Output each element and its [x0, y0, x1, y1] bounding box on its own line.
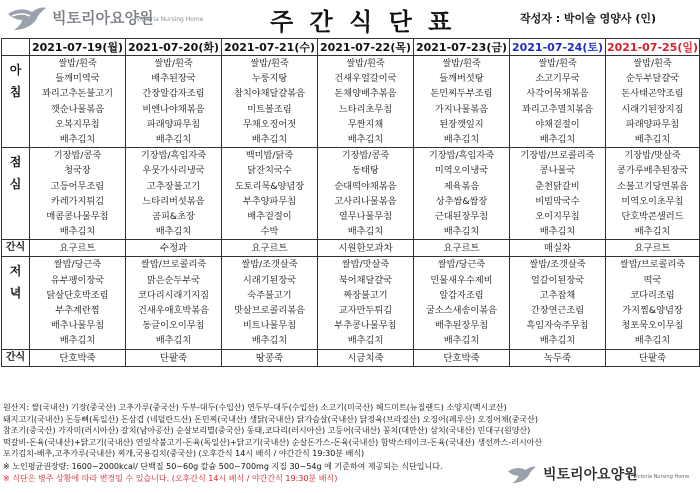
menu-item: 맑은순두부국: [146, 274, 201, 286]
menu-item: 야채겉절이: [535, 118, 580, 130]
dinner-cell-fri: [414, 257, 510, 349]
dinner-cell-mon: [30, 257, 126, 349]
menu-item: 기장밥/흑임자죽: [428, 150, 495, 162]
origin-info: [3, 402, 699, 460]
origin-line: 포기김치-배추,고추가루(국내산) 찌개,국용김치(중국산) (오후간식 14시 배식 / 야간간식 19:30분 배식): [3, 449, 365, 458]
snack-cell-fri: 단호박죽: [414, 349, 510, 366]
date-tue: 2021-07-20(화): [126, 39, 222, 56]
menu-item: 배추김치: [251, 335, 288, 347]
menu-item: 우뭇가사리냉국: [142, 165, 205, 177]
menu-item: 느타리초무침: [338, 103, 393, 115]
menu-item: 꽈리고추돈불고기: [41, 88, 113, 100]
bird-logo-icon: [6, 4, 48, 34]
menu-item: 배추김치: [155, 335, 192, 347]
menu-item: 소불고기당면볶음: [616, 180, 688, 192]
menu-item: 근대된장무침: [434, 211, 489, 223]
menu-item: 파래양파무침: [625, 118, 680, 130]
lunch-label: [2, 148, 30, 240]
menu-item: 수박: [260, 226, 279, 238]
author-line: 작성자 : 박이슬 영양사 (인): [520, 12, 657, 25]
notes: [3, 461, 443, 485]
breakfast-label: [2, 56, 30, 148]
menu-item: 열무나물무침: [338, 211, 393, 223]
breakfast-cell-wed: [222, 56, 318, 148]
night-snack-label: 간식: [2, 349, 30, 366]
weekly-menu-table: [1, 38, 700, 367]
lunch-cell-sun: [606, 148, 700, 240]
date-sat: 2021-07-24(토): [510, 39, 606, 56]
origin-line: 참조기(중국산) 가자미(러시아산) 갈치(남아공산) 순살보리멸(중국산) 동태,코다리(러시아산) 고등어(국내산) 꽁치(대만산) 삼치(국내산) 민대구(원양산): [3, 426, 531, 435]
menu-item: 기장밥/콩죽: [53, 150, 102, 162]
lunch-cell-mon: [30, 148, 126, 240]
menu-item: 누룽지탕: [251, 73, 288, 85]
menu-item: 참치야채달걀볶음: [233, 88, 305, 100]
menu-item: 미역오이초무침: [621, 195, 684, 207]
menu-item: 배추김치: [443, 226, 480, 238]
menu-item: 맛살브로콜리볶음: [233, 305, 305, 317]
menu-item: 간장알감자조림: [142, 88, 205, 100]
menu-item: 제육볶음: [443, 180, 480, 192]
dinner-label-text: 저 녁: [9, 264, 22, 301]
snack-cell-wed: 요구르트: [222, 240, 318, 257]
menu-item: 배추김치: [443, 134, 480, 146]
menu-item: 무짠지채: [347, 118, 384, 130]
dinner-cell-tue: [126, 257, 222, 349]
snack-cell-thu: 시원한모과차: [318, 240, 414, 257]
menu-item: 백미밥/닭죽: [245, 150, 294, 162]
menu-item: 기장밥/맛살죽: [624, 150, 681, 162]
menu-item: 도토리묵&양념장: [234, 180, 305, 192]
menu-item: 쌀밥/브로콜리죽: [619, 259, 686, 271]
menu-item: 오복지무침: [55, 118, 100, 130]
menu-item: 시래기된장지짐: [621, 103, 684, 115]
menu-item: 유부팽이장국: [50, 274, 105, 286]
snack-cell-thu: 시금치죽: [318, 349, 414, 366]
breakfast-cell-thu: [318, 56, 414, 148]
menu-item: 들깨버섯탕: [439, 73, 484, 85]
menu-item: 배추김치: [634, 335, 671, 347]
menu-item: 꽈리고추멸치볶음: [521, 103, 593, 115]
snack-cell-mon: 단호박죽: [30, 349, 126, 366]
page-header: [0, 0, 700, 38]
menu-item: 쌀밥/맛살죽: [341, 259, 390, 271]
menu-item: 쌀밥/흰죽: [633, 58, 672, 69]
menu-item: 기장밥/흑임자죽: [140, 150, 207, 162]
snack-cell-wed: 땅콩죽: [222, 349, 318, 366]
menu-item: 코다리시래기지짐: [137, 289, 209, 301]
origin-line: 돼지고기(국내산) 돈등뼈(독일산) 돈삼겹 (네덜란드산) 돈민찌(국내산) 생닭(국내산) 닭가슴살(국내산) 닭정육(브라질산) 오징어(페루산) 오징어채(중국산): [3, 414, 539, 424]
snack-cell-sun: 요구르트: [606, 240, 700, 257]
menu-item: 순두부달걀국: [625, 73, 680, 85]
menu-item: 숙주불고기: [247, 289, 292, 301]
menu-item: 배추김치: [443, 335, 480, 347]
menu-item: 흑임자숙주무침: [526, 320, 589, 332]
menu-item: 고등어무조림: [50, 180, 105, 192]
footer-logo: [505, 462, 695, 488]
menu-item: 된장깻잎지: [439, 118, 484, 130]
lunch-cell-thu: [318, 148, 414, 240]
menu-item: 배추김치: [347, 226, 384, 238]
breakfast-row: [2, 56, 700, 148]
menu-item: 코다리조림: [630, 289, 675, 301]
menu-item: 비트나물무침: [242, 320, 297, 332]
menu-item: 쌀밥/흰죽: [442, 58, 481, 69]
menu-item: 무채오징어젓: [242, 118, 297, 130]
menu-item: 들깨미역국: [55, 73, 100, 85]
menu-item: 배추나물무침: [50, 320, 105, 332]
snack-cell-mon: 요구르트: [30, 240, 126, 257]
snack-cell-sat: 녹두죽: [510, 349, 606, 366]
date-thu: 2021-07-22(목): [318, 39, 414, 56]
menu-item: 가지찜&양념장: [622, 305, 683, 317]
menu-item: 고추잡채: [539, 289, 576, 301]
snack-row-night: [2, 349, 700, 366]
menu-item: 곰피&초장: [152, 211, 195, 223]
menu-item: 배추된장무침: [434, 320, 489, 332]
menu-item: 느타리버섯볶음: [142, 195, 205, 207]
menu-item: 배추김치: [59, 134, 96, 146]
lunch-cell-tue: [126, 148, 222, 240]
snack-cell-sat: 매실차: [510, 240, 606, 257]
logo-subtitle: Victoria Nursing Home: [136, 16, 204, 23]
snack-cell-fri: 요구르트: [414, 240, 510, 257]
menu-item: 알감자조림: [439, 289, 484, 301]
menu-item: 청포묵오이무침: [621, 320, 684, 332]
origin-line: 떡갈비-돈육(국내산)+닭고기(국내산) 연잎삭불고기-돈육(독일산)+닭고기(국내산) 순살돈가스-돈육(국내산) 함박스테이크-돈육(국내산) 생선까스-러시아산: [3, 437, 543, 447]
lunch-row: [2, 148, 700, 240]
menu-item: 짜장불고기: [343, 289, 388, 301]
menu-item: 북어채달걀국: [338, 274, 393, 286]
menu-item: 고추장불고기: [146, 180, 201, 192]
date-row: [2, 39, 700, 56]
bird-logo-icon: [505, 464, 539, 486]
menu-item: 단호박콘샐러드: [621, 211, 684, 223]
menu-item: 교자만두튀김: [338, 305, 393, 317]
menu-item: 쌀밥/조갯살죽: [529, 259, 586, 271]
menu-item: 오이지무침: [535, 211, 580, 223]
menu-item: 배추겉절이: [247, 211, 292, 223]
menu-item: 돈채양배추볶음: [334, 88, 397, 100]
menu-item: 배추된장국: [151, 73, 196, 85]
menu-item: 쌀밥/당근죽: [53, 259, 102, 271]
menu-item: 콩가루배추된장국: [616, 165, 688, 177]
menu-item: 미역오이냉국: [434, 165, 489, 177]
corner-cell: [2, 39, 30, 56]
menu-item: 쌀밥/흰죽: [58, 58, 97, 69]
menu-item: 청국장: [64, 165, 91, 177]
page-title: 주 간 식 단 표: [270, 8, 456, 36]
lunch-label-text: 점 심: [9, 155, 22, 192]
snack-row-afternoon: [2, 240, 700, 257]
menu-item: 얼갈이된장국: [530, 274, 585, 286]
menu-item: 떡국: [643, 274, 662, 286]
footer-logo-text: 빅토리아요양원: [543, 467, 638, 483]
menu-item: 쌀밥/흰죽: [538, 58, 577, 69]
menu-item: 동글이오이무침: [142, 320, 205, 332]
menu-item: 사각어묵채볶음: [526, 88, 589, 100]
snack-cell-tue: 단팥죽: [126, 349, 222, 366]
menu-item: 춘천닭갈비: [535, 180, 580, 192]
menu-item: 닭잔치국수: [247, 165, 292, 177]
menu-item: 배추김치: [634, 226, 671, 238]
menu-item: 배추김치: [155, 134, 192, 146]
menu-item: 쌀밥/조갯살죽: [241, 259, 298, 271]
menu-item: 부추양파무침: [242, 195, 297, 207]
menu-item: 순대떡야채볶음: [334, 180, 397, 192]
origin-line: 원산지: 쌀(국내산) 기장(중국산) 고추가루(중국산) 두부-대두(수입산) 연두부-대두(수입산) 소고기(미국산) 헤드미트(뉴질랜드) 소양지(멕시코산): [3, 403, 507, 412]
dinner-cell-thu: [318, 257, 414, 349]
menu-item: 카레가지튀김: [50, 195, 105, 207]
breakfast-cell-tue: [126, 56, 222, 148]
snack-label: 간식: [2, 240, 30, 257]
menu-item: 돈사태곤약조림: [621, 88, 684, 100]
dinner-label: [2, 257, 30, 349]
change-notice: ※ 식단은 병주 상황에 따라 변경될 수 있습니다. (오후간식 14시 배식 / 야간간식 19:30분 배식): [3, 474, 338, 483]
menu-item: 콩나물국: [539, 165, 576, 177]
menu-item: 소고기무국: [535, 73, 580, 85]
breakfast-cell-fri: [414, 56, 510, 148]
dinner-cell-wed: [222, 257, 318, 349]
menu-item: 배추김치: [155, 226, 192, 238]
menu-item: 쌀밥/흰죽: [346, 58, 385, 69]
menu-item: 파래양파무침: [146, 118, 201, 130]
menu-item: 동태탕: [352, 165, 379, 177]
date-fri: 2021-07-23(금): [414, 39, 510, 56]
footer-logo-subtitle: Victoria Nursing Home: [633, 474, 690, 480]
menu-item: 건새우애호박볶음: [137, 305, 209, 317]
menu-item: 배추김치: [251, 134, 288, 146]
menu-item: 매콤콩나물무침: [46, 211, 109, 223]
logo-text: 빅토리아요양원: [52, 9, 154, 27]
lunch-cell-fri: [414, 148, 510, 240]
menu-item: 시래기된장국: [242, 274, 297, 286]
menu-item: 비빔막국수: [535, 195, 580, 207]
dinner-cell-sat: [510, 257, 606, 349]
menu-item: 쌀밥/당근죽: [437, 259, 486, 271]
lunch-cell-wed: [222, 148, 318, 240]
breakfast-cell-sat: [510, 56, 606, 148]
menu-item: 돈민찌두부조림: [430, 88, 493, 100]
lunch-cell-sat: [510, 148, 606, 240]
menu-item: 민물새우수제비: [430, 274, 493, 286]
dinner-row: [2, 257, 700, 349]
menu-item: 배추김치: [59, 335, 96, 347]
menu-item: 부추계란찜: [55, 305, 100, 317]
dinner-cell-sun: [606, 257, 700, 349]
breakfast-cell-mon: [30, 56, 126, 148]
menu-item: 닭살단호박조림: [46, 289, 109, 301]
snack-cell-tue: 수정과: [126, 240, 222, 257]
date-mon: 2021-07-19(월): [30, 39, 126, 56]
menu-item: 배추김치: [347, 134, 384, 146]
menu-item: 건새우얼갈이국: [334, 73, 397, 85]
menu-item: 쌀밥/흰죽: [154, 58, 193, 69]
menu-item: 깻순나물볶음: [50, 103, 105, 115]
menu-item: 배추김치: [634, 134, 671, 146]
date-wed: 2021-07-21(수): [222, 39, 318, 56]
menu-item: 간장연근조림: [530, 305, 585, 317]
menu-item: 배추김치: [347, 335, 384, 347]
menu-item: 쌀밥/브로콜리죽: [140, 259, 207, 271]
breakfast-cell-sun: [606, 56, 700, 148]
menu-item: 비엔나야채볶음: [142, 103, 205, 115]
menu-item: 기장밥/브로콜리죽: [520, 150, 595, 162]
menu-item: 배추김치: [539, 134, 576, 146]
menu-item: 배추김치: [539, 335, 576, 347]
menu-item: 가지나물볶음: [434, 103, 489, 115]
menu-item: 배추김치: [539, 226, 576, 238]
breakfast-label-text: 아 침: [9, 63, 22, 99]
menu-item: 굴소스새송이볶음: [425, 305, 497, 317]
nutrition-note: ※ 노인평균권장량: 1600~2000kcal/ 단백질 50~60g 칼슘 500~700mg 지질 30~54g 에 기준하여 제공되는 식단입니다.: [3, 462, 443, 471]
menu-item: 상추쌈&쌈장: [435, 195, 488, 207]
date-sun: 2021-07-25(일): [606, 39, 700, 56]
menu-item: 기장밥/콩죽: [341, 150, 390, 162]
logo: [6, 4, 226, 34]
menu-item: 배추김치: [59, 226, 96, 238]
menu-item: 미트볼조림: [247, 103, 292, 115]
menu-item: 쌀밥/흰죽: [250, 58, 289, 69]
menu-item: 부추콩나물무침: [334, 320, 397, 332]
menu-item: 고사리나물볶음: [334, 195, 397, 207]
snack-cell-sun: 단팥죽: [606, 349, 700, 366]
